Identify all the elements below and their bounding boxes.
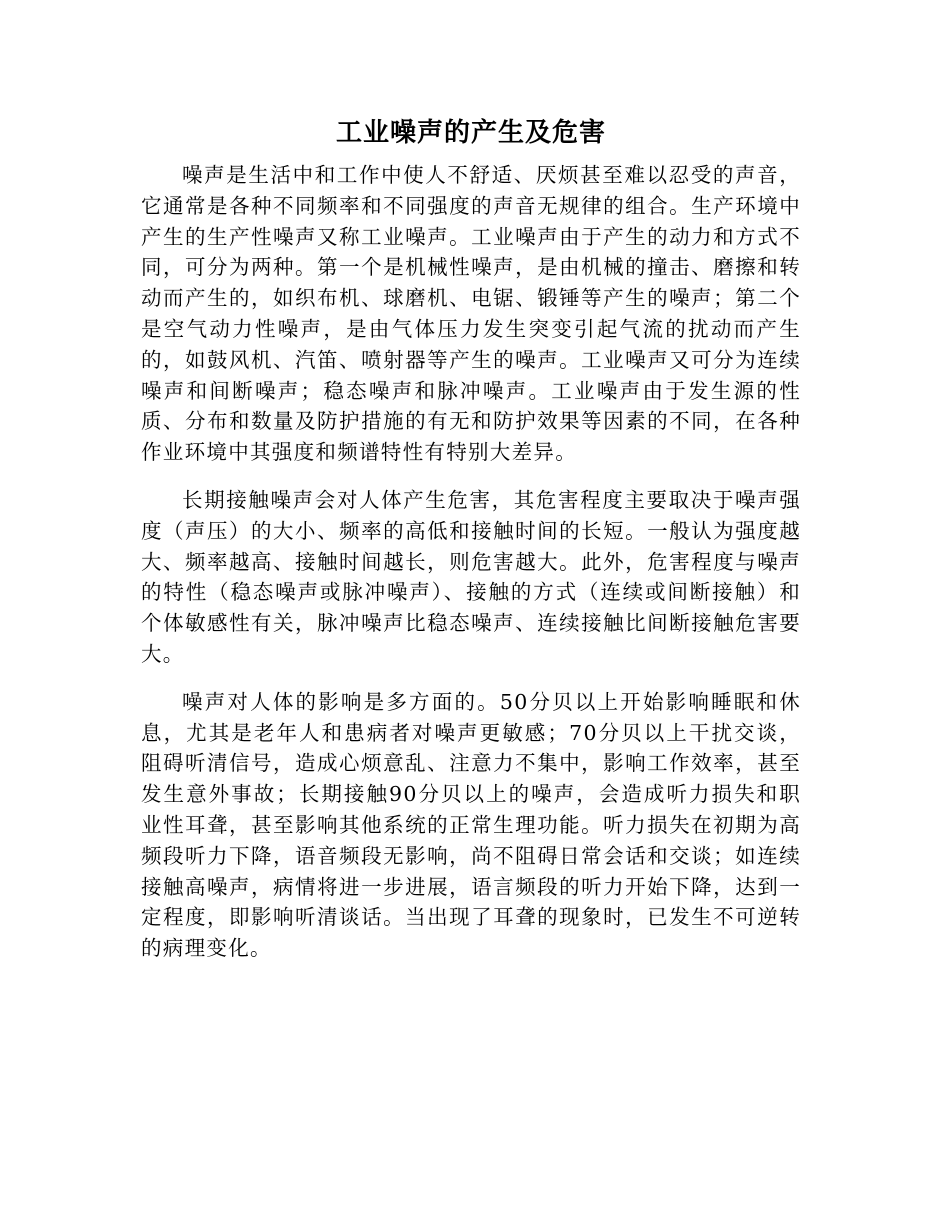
document-title: 工业噪声的产生及危害: [335, 118, 606, 148]
paragraph-noise-health-effects: 噪声对人体的影响是多方面的。50分贝以上开始影响睡眠和休息，尤其是老年人和患病者对噪声更敏感；70分贝以上干扰交谈，阻碍听清信号，造成心烦意乱、注意力不集中，影响工作效率，甚至发生意外事故；长期接触90分贝以上的噪声，会造成听力损失和职业性耳聋，甚至影响其他系统的正常生理功能。听力损失在初期为高频段听力下降，语音频段无影响，尚不阻碍日常会话和交谈；如连续接触高噪声，病情将进一步进展，语言频段的听力开始下降，达到一定程度，即影响听清谈话。当出现了耳聋的现象时，已发生不可逆转的病理变化。: [141, 689, 801, 961]
paragraph-noise-generation: 噪声是生活中和工作中使人不舒适、厌烦甚至难以忍受的声音，它通常是各种不同频率和不同强度的声音无规律的组合。生产环境中产生的生产性噪声又称工业噪声。工业噪声由于产生的动力和方式不同，可分为两种。第一个是机械性噪声，是由机械的撞击、磨擦和转动而产生的，如织布机、球磨机、电锯、锻锤等产生的噪声；第二个是空气动力性噪声，是由气体压力发生突变引起气流的扰动而产生的，如鼓风机、汽笛、喷射器等产生的噪声。工业噪声又可分为连续噪声和间断噪声；稳态噪声和脉冲噪声。工业噪声由于发生源的性质、分布和数量及防护措施的有无和防护效果等因素的不同，在各种作业环境中其强度和频谱特性有特别大差异。: [141, 163, 801, 465]
paragraph-noise-hazard-factors: 长期接触噪声会对人体产生危害，其危害程度主要取决于噪声强度（声压）的大小、频率的高低和接触时间的长短。一般认为强度越大、频率越高、接触时间越长，则危害越大。此外，危害程度与噪声的特性（稳态噪声或脉冲噪声）、接触的方式（连续或间断接触）和个体敏感性有关，脉冲噪声比稳态噪声、连续接触比间断接触危害要大。: [141, 487, 801, 666]
document-page: [141, 112, 801, 964]
